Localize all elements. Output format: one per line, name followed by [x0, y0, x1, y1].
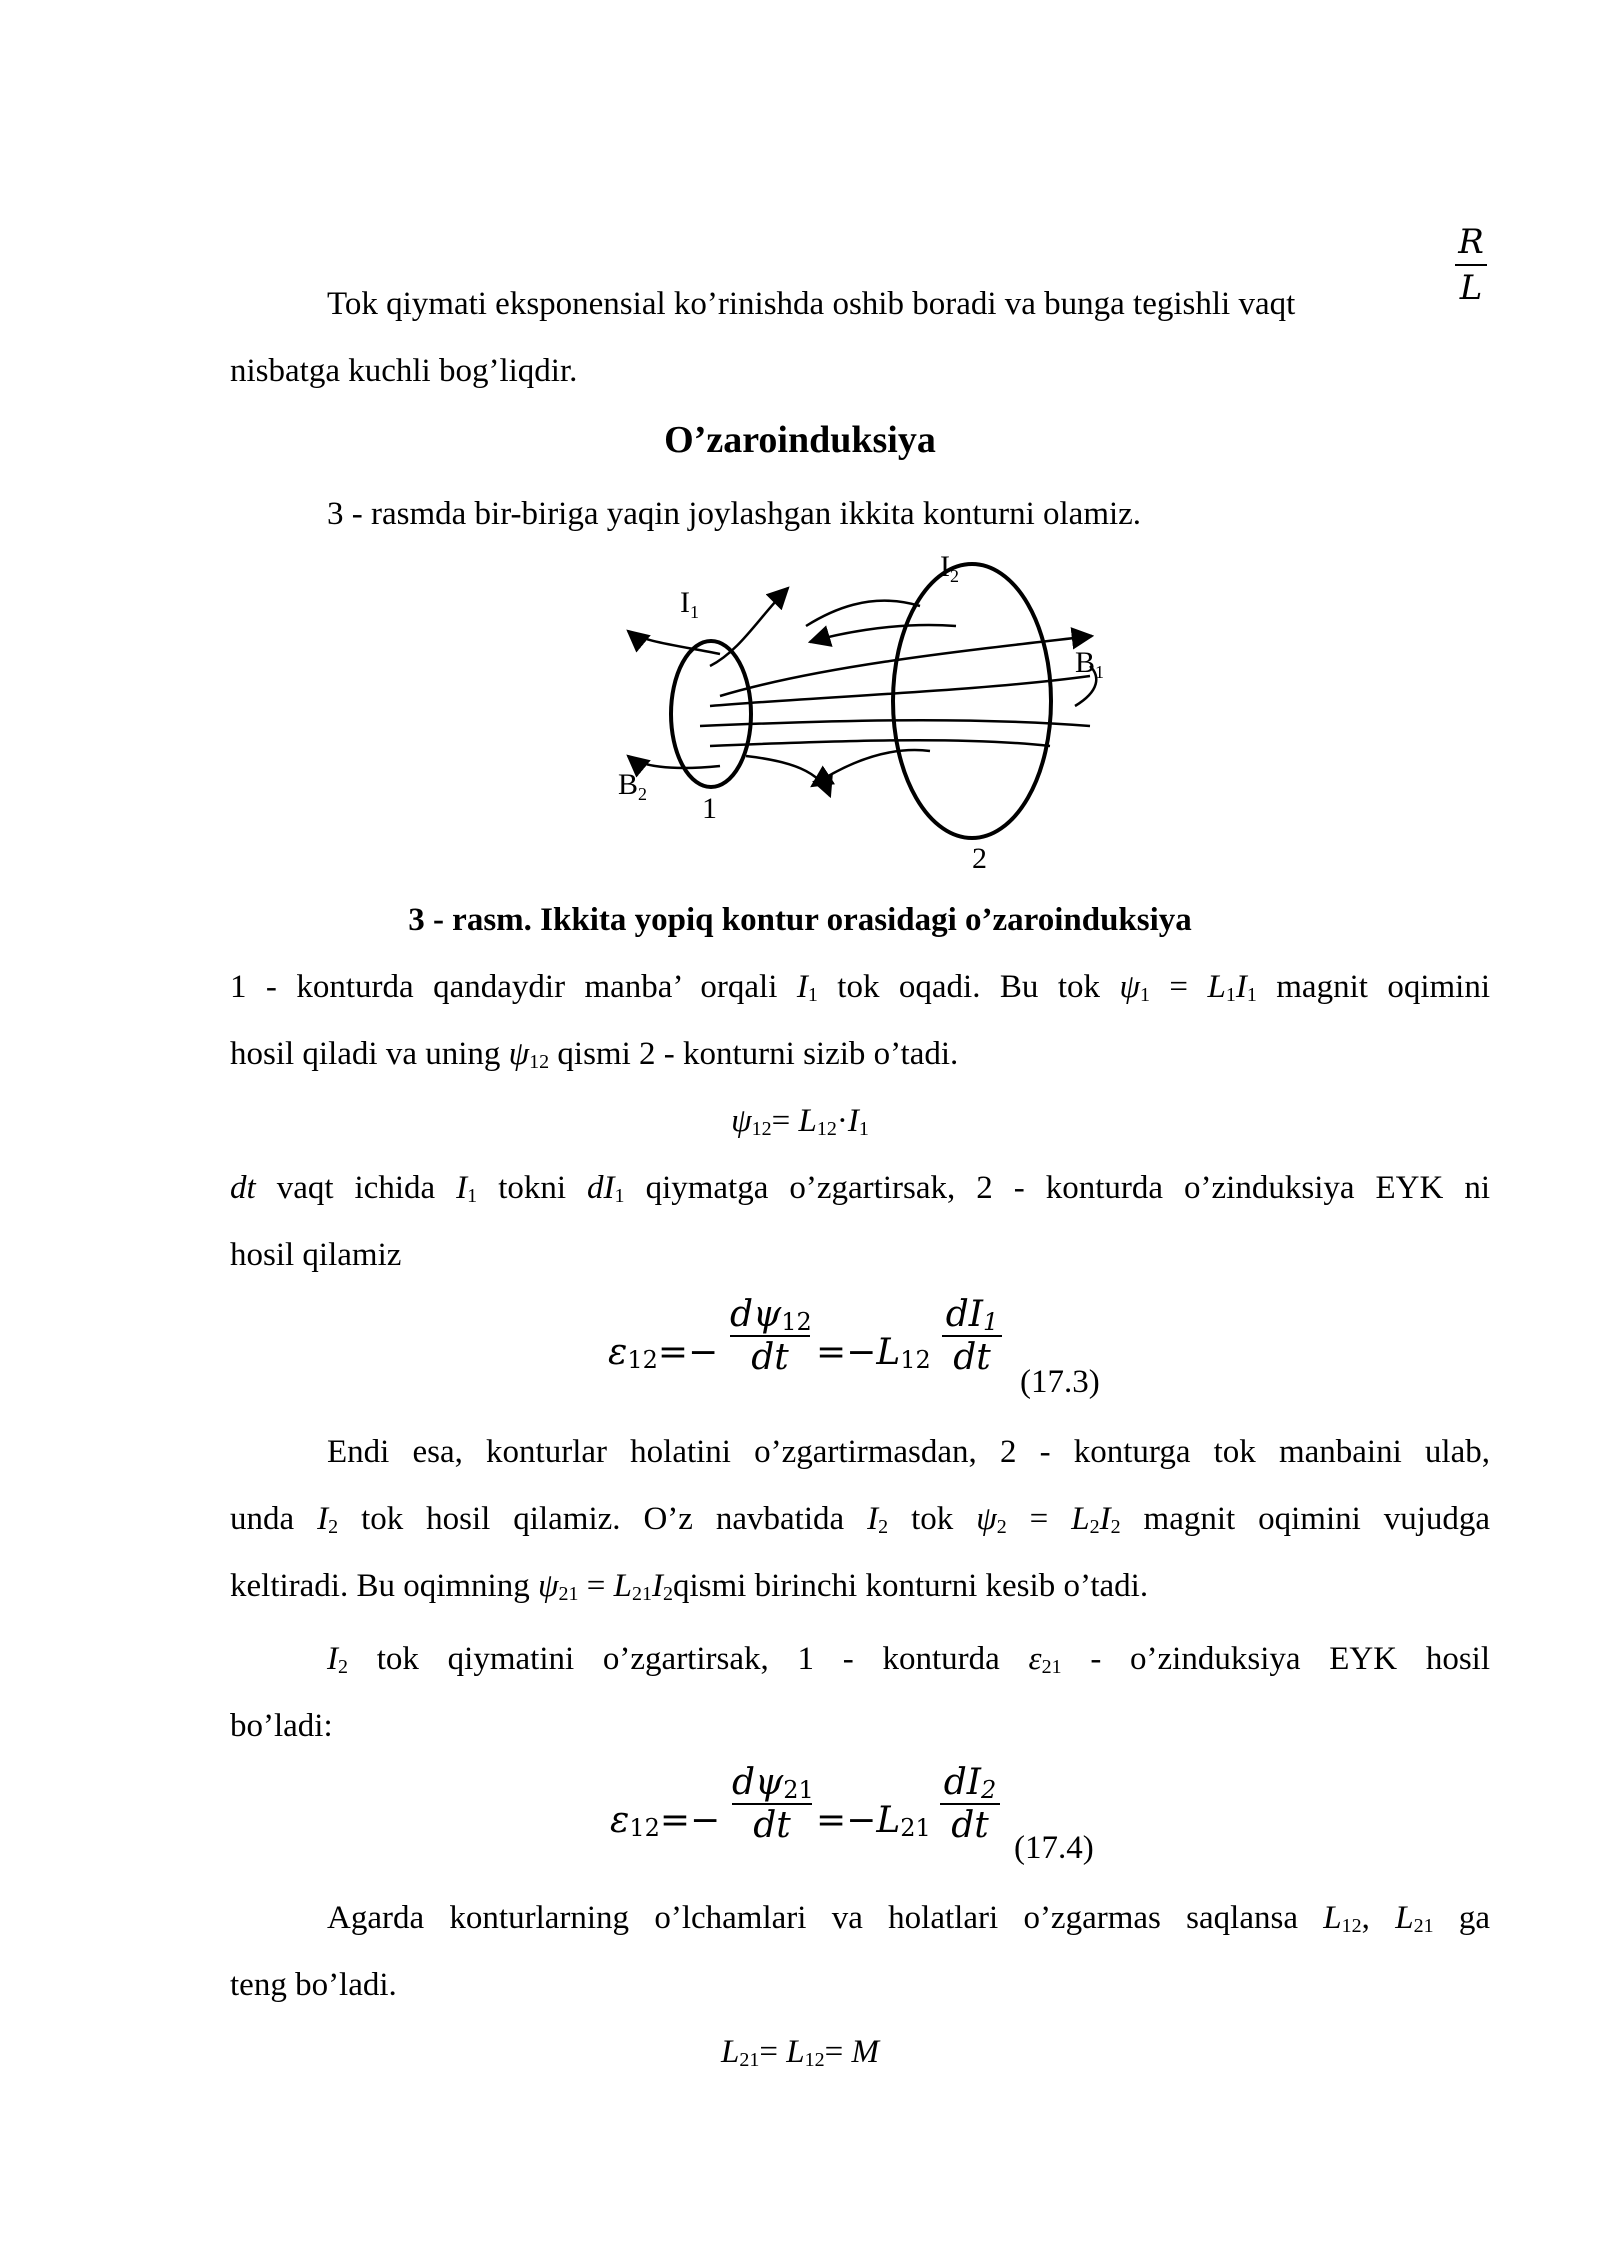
rl-fraction [1455, 222, 1487, 308]
eq173-fraction-1: $d\psi_{12}$ dt [730, 1294, 812, 1378]
paragraph-1-line-2: nisbatga kuchli bog’liqdir. [230, 353, 578, 389]
eq173-lhs: $\varepsilon_{12}=-$ [608, 1332, 719, 1374]
paragraph-5-line-1: Endi esa, konturlar holatini o’zgartirmasdan, 2 - konturga tok manbaini ulab, [327, 1434, 1490, 1470]
paragraph-3-line-1: 1 - konturda qandaydir manba’ orqali $I_1$ tok oqadi. Bu tok $\psi_1 = L_1I_1$ magnit oqimini [230, 969, 1491, 1006]
paragraph-4-line-2: hosil qilamiz [230, 1237, 402, 1273]
paragraph-5-line-3: keltiradi. Bu oqimning $\psi_{21}$ = $L_{21}I_2qismi$ birinchi konturni kesib o’tadi. [230, 1568, 1149, 1605]
paragraph-6-line-2: bo’ladi: [230, 1708, 333, 1744]
paragraph-7-line-1: Agarda konturlarning o’lchamlari va holatlari o’zgarmas saqlansa $L_{12}$, $L_{21}$ ga [327, 1900, 1491, 1937]
figure-caption: 3 - rasm. Ikkita yopiq kontur orasidagi o’zaroinduksiya [408, 902, 1192, 938]
figure-label-b1: $B_1$ [1075, 646, 1105, 682]
section-heading: O’zaroinduksiya [664, 419, 936, 461]
figure-label-b2: $B_2$ [618, 768, 648, 804]
eq174-fraction-2: $dI_2$ dt [940, 1762, 1000, 1846]
rl-fraction-denominator: L [1459, 268, 1483, 308]
paragraph-1-line-1: Tok qiymati eksponensial ko’rinishda oshib boradi va bunga tegishli vaqt [327, 286, 1296, 322]
paragraph-6-line-1: $I_2$ tok qiymatini o’zgartirsak, 1 - konturda $\varepsilon_{21}$ - o’zinduksiya EYK hosil [327, 1641, 1491, 1678]
paragraph-4-line-1: dt vaqt ichida $I_1$ tokni $dI_1$ qiymatga o’zgartirsak, 2 - konturda o’zinduksiya EYK ni [230, 1170, 1491, 1207]
paragraph-2: 3 - rasmda bir-biriga yaqin joylashgan ikkita konturni olamiz. [327, 496, 1142, 532]
figure-label-i1: $I_1$ [680, 586, 699, 622]
contour-1 [671, 641, 751, 787]
eq174-fraction-1: $d\psi_{21}$ dt [732, 1762, 814, 1846]
mutual-induction-figure [560, 556, 1120, 876]
equation-mutual-inductance: $L_{21}= L_{12}= M$ [721, 2034, 879, 2071]
eq174-rhs: $=-L_{21}$ [816, 1800, 931, 1842]
eq174-number: (17.4) [1014, 1830, 1094, 1866]
eq174-lhs: $\varepsilon_{12}=-$ [610, 1800, 721, 1842]
rl-fraction-bar [1455, 264, 1487, 266]
paragraph-3-line-2: hosil qiladi va uning $\psi_{12}$ qismi 2 - konturni sizib o’tadi. [230, 1036, 959, 1073]
eq173-number: (17.3) [1020, 1364, 1100, 1400]
paragraph-7-line-2: teng bo’ladi. [230, 1967, 397, 2003]
paragraph-5-line-2: unda $I_2$ tok hosil qilamiz. O’z navbatida $I_2$ tok $\psi_2 = L_2I_2$ magnit oqimini vujudga [230, 1501, 1491, 1538]
eq173-rhs: $=-L_{12}$ [816, 1332, 931, 1374]
figure-label-i2: $I_2$ [940, 556, 959, 586]
eq173-fraction-2: $dI_1$ dt [942, 1294, 1002, 1378]
figure-label-1: 1 [702, 792, 717, 825]
rl-fraction-numerator: R [1458, 222, 1484, 262]
figure-label-2: 2 [972, 842, 987, 875]
equation-psi12: $\psi_{12}= L_{12}\cdot I_1$ [731, 1103, 869, 1140]
